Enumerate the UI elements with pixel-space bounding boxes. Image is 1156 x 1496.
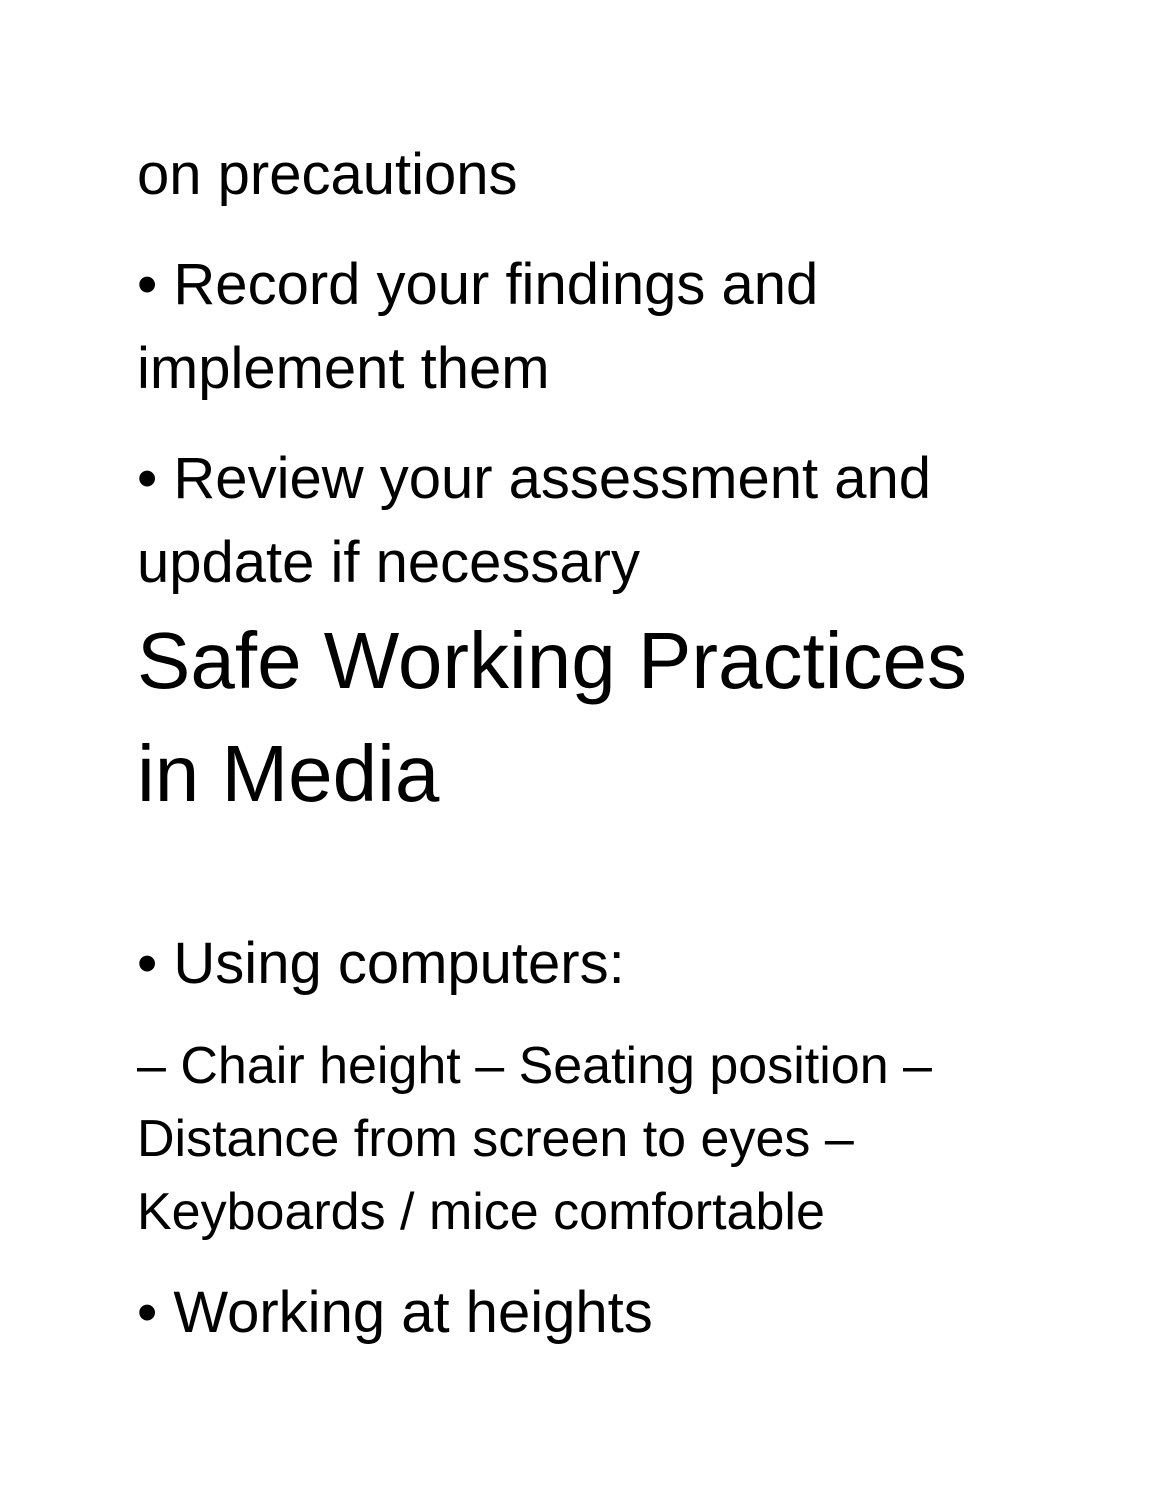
bullet-record-findings-line2: implement them (137, 336, 550, 401)
section-heading-line1: Safe Working Practices (137, 616, 967, 705)
computers-details-line3: Keyboards / mice comfortable (137, 1183, 825, 1241)
continued-text: on precautions (137, 142, 518, 207)
computers-details-line1: – Chair height – Seating position – (137, 1037, 932, 1095)
bullet-review-assessment-line1: • Review your assessment and (137, 446, 931, 511)
bullet-review-assessment-line2: update if necessary (137, 530, 640, 595)
bullet-working-at-heights: • Working at heights (137, 1280, 653, 1345)
section-heading-line2: in Media (137, 729, 440, 818)
bullet-record-findings-line1: • Record your findings and (137, 252, 819, 317)
bullet-using-computers: • Using computers: (137, 931, 625, 996)
computers-details-line2: Distance from screen to eyes – (137, 1110, 854, 1168)
